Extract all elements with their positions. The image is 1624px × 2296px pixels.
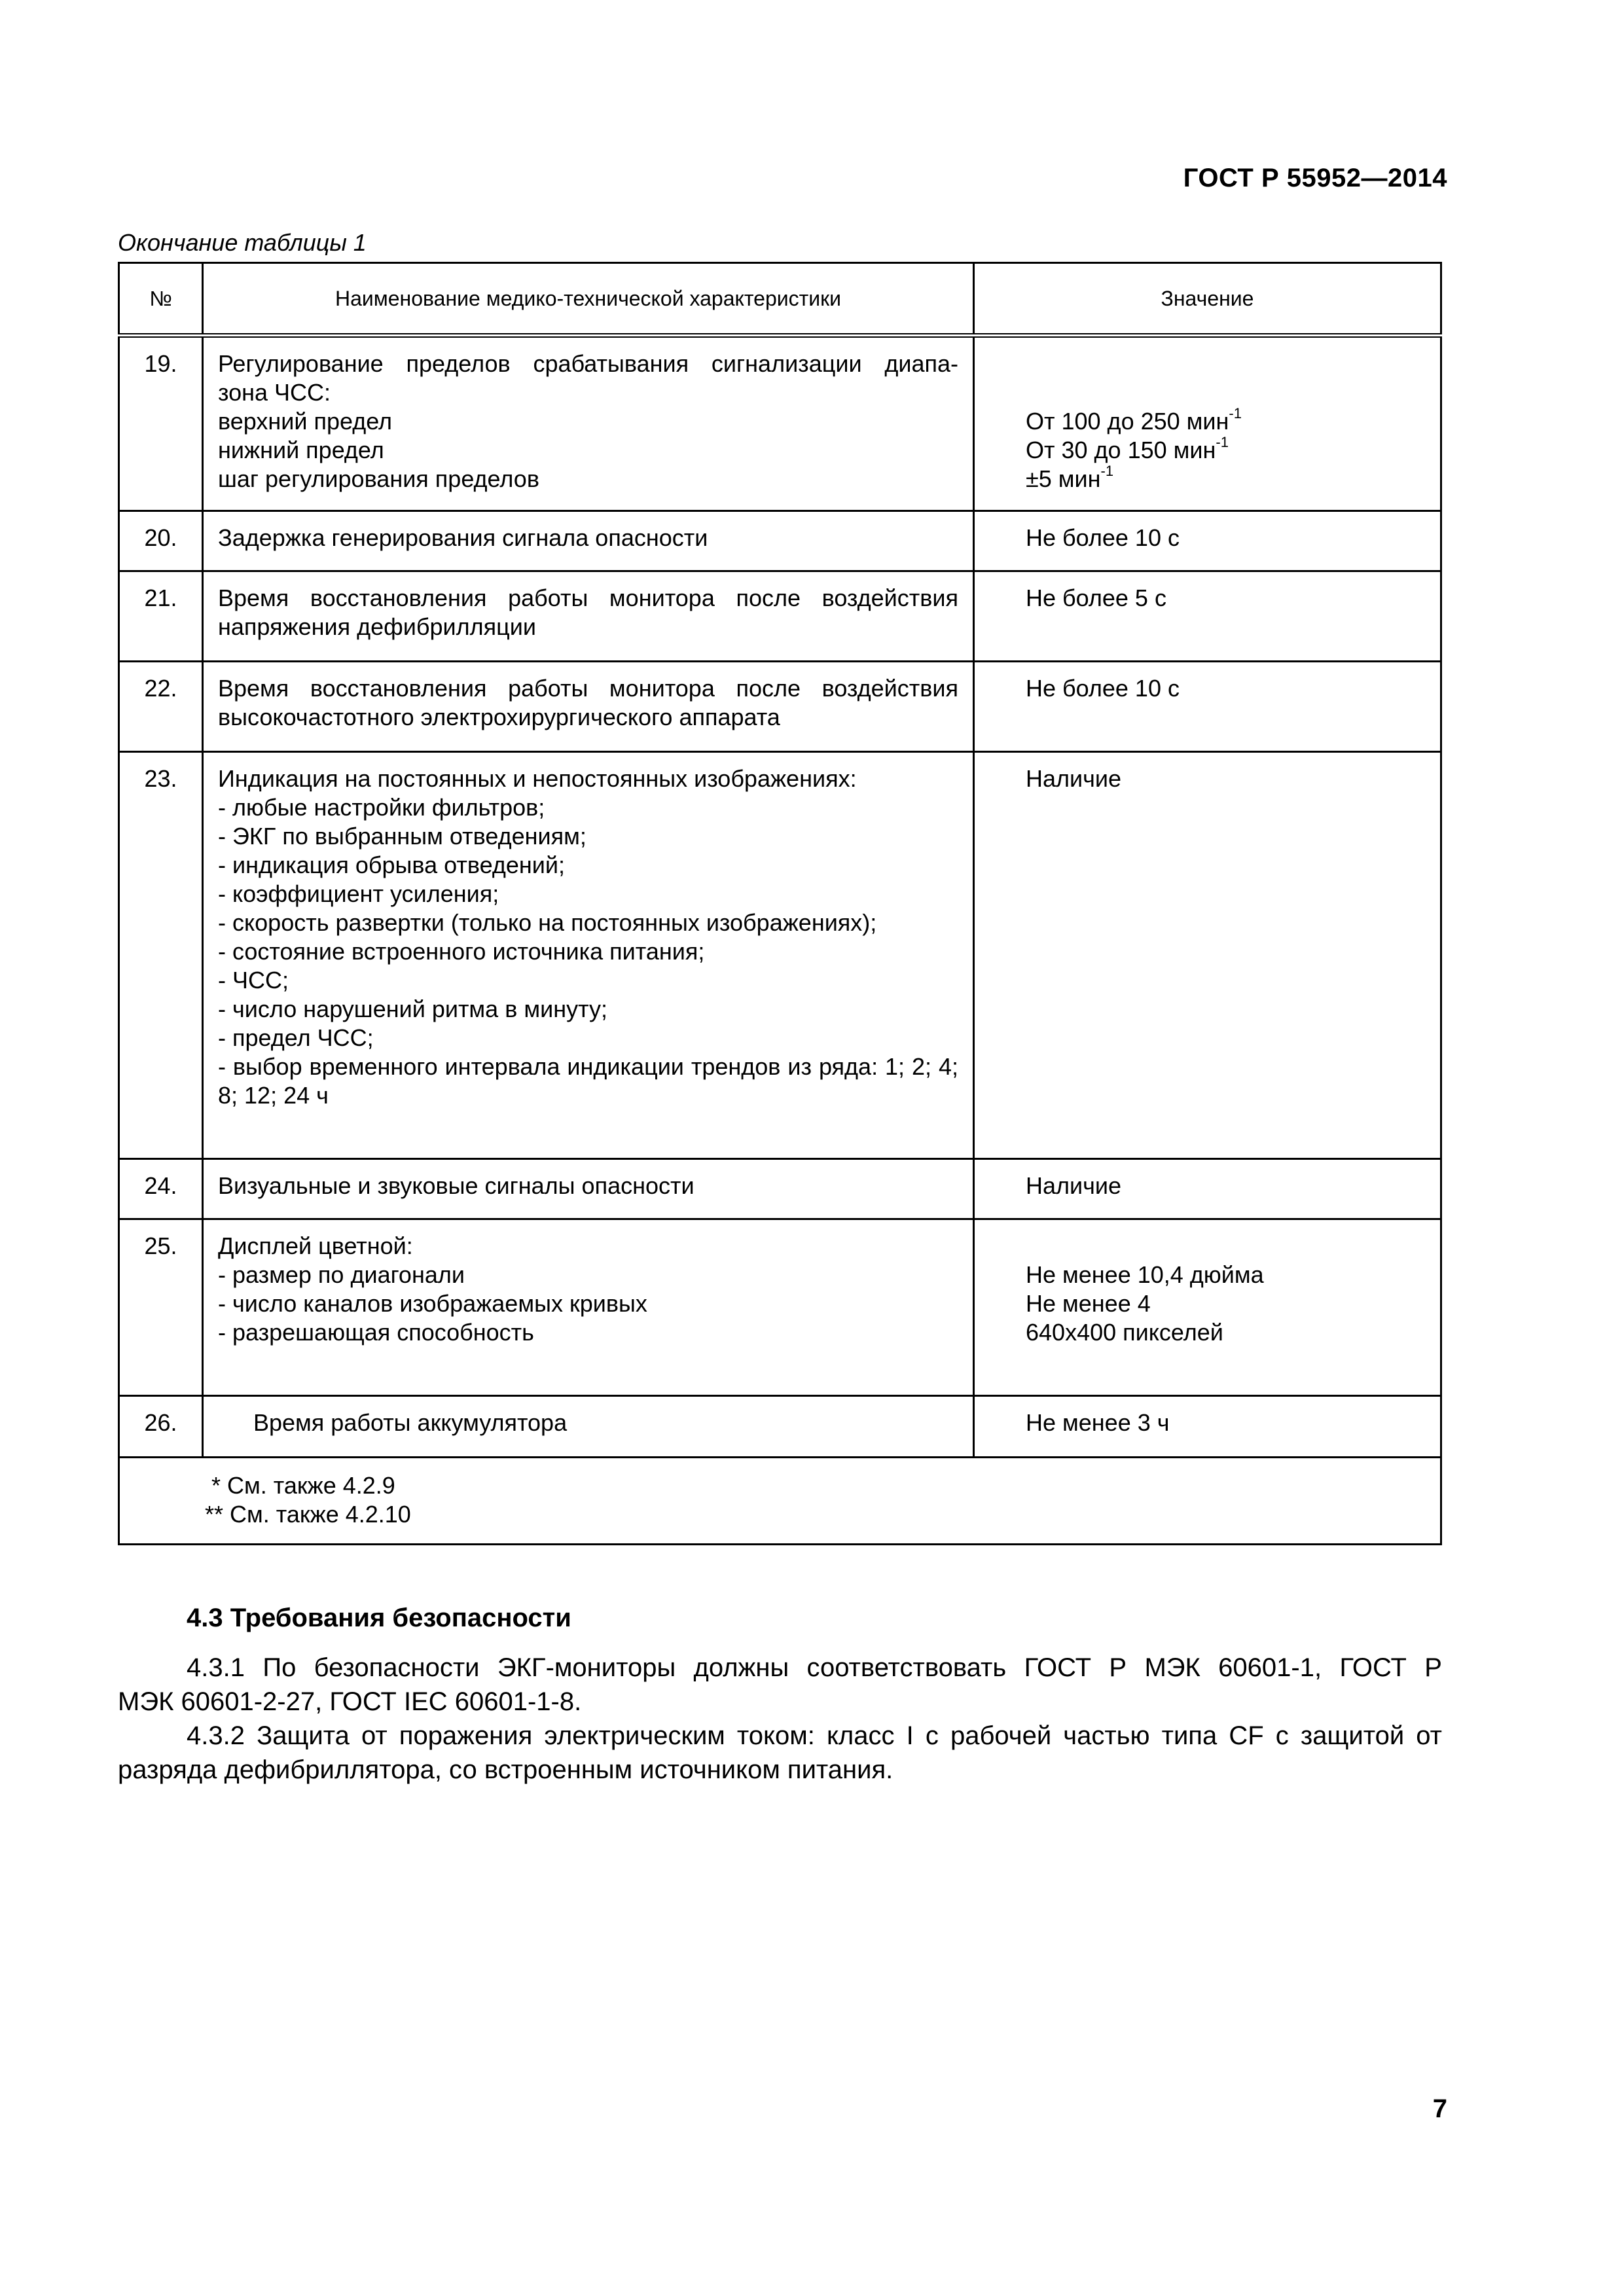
header-no: № [119, 263, 203, 336]
list-item: - ЧСС; [218, 967, 289, 994]
table-row [119, 1219, 1441, 1396]
row-value: Не более 5 с [974, 571, 1441, 662]
table-row [119, 752, 1441, 1159]
header-name: Наименование медико-технической характеристики [203, 263, 974, 336]
row-value: Не более 10 с [974, 511, 1441, 571]
row-value-line: От 100 до 250 мин$^{-1}$ [1026, 405, 1242, 435]
paragraph-4-3-1 [118, 1651, 1442, 1719]
row-name-line: зона ЧСС: [218, 379, 331, 406]
row-name: Время восстановления работы монитора после воздействия напряжения дефибрилляции [203, 571, 974, 662]
row-name [203, 336, 974, 511]
section-title: 4.3 Требования безопасности [187, 1604, 571, 1632]
page-number: 7 [1432, 2094, 1447, 2123]
row-name: Время работы аккумулятора [203, 1396, 974, 1458]
row-number: 25. [119, 1219, 203, 1396]
row-number: 22. [119, 662, 203, 752]
table-row [119, 662, 1441, 752]
table-row [119, 1396, 1441, 1458]
list-item: - ЭКГ по выбранным отведениям; [218, 823, 586, 850]
list-item: - индикация обрыва отведений; [218, 852, 565, 878]
row-number: 20. [119, 511, 203, 571]
list-item: - число каналов изображаемых кривых [218, 1290, 647, 1317]
row-value-line: Не менее 4 [1026, 1290, 1151, 1317]
row-value-line: От 30 до 150 мин$^{-1}$ [1026, 434, 1229, 463]
table-notes-row [119, 1458, 1441, 1545]
row-value-line: ±5 мин$^{-1}$ [1026, 463, 1114, 492]
header-value: Значение [974, 263, 1441, 336]
table-caption: Окончание таблицы 1 [118, 229, 367, 256]
row-value: Наличие [974, 752, 1441, 1159]
paragraph-first-line: 4.3.2 Защита от поражения электрическим током: класс I с рабочей частью типа CF с защитой от [187, 1721, 1442, 1750]
list-item: - размер по диагонали [218, 1261, 465, 1288]
row-value: Не более 10 с [974, 662, 1441, 752]
list-item: - коэффициент усиления; [218, 880, 499, 907]
row-name-line: верхний предел [218, 408, 393, 435]
row-name: Время восстановления работы монитора после воздействия высокочастотного электрохирургического аппарата [203, 662, 974, 752]
table-row [119, 571, 1441, 662]
row-name: Задержка генерирования сигнала опасности [203, 511, 974, 571]
row-value-line: Не менее 10,4 дюйма [1026, 1261, 1264, 1288]
row-name-line: шаг регулирования пределов [218, 465, 539, 492]
table-header-row [119, 263, 1441, 336]
list-item: - выбор временного интервала индикации трендов из ряда: 1; 2; 4; 8; 12; 24 ч [218, 1053, 958, 1109]
row-value: Не менее 3 ч [974, 1396, 1441, 1458]
table-row [119, 336, 1441, 511]
row-name-line: Дисплей цветной: [218, 1232, 413, 1259]
list-item: - любые настройки фильтров; [218, 794, 545, 821]
row-name [203, 1219, 974, 1396]
row-number: 19. [119, 336, 203, 511]
row-number: 24. [119, 1159, 203, 1219]
list-item: - разрешающая способность [218, 1319, 534, 1346]
row-name-line: Индикация на постоянных и непостоянных изображениях: [218, 765, 857, 792]
specification-table [118, 262, 1442, 1545]
row-name: Визуальные и звуковые сигналы опасности [203, 1159, 974, 1219]
row-number: 21. [119, 571, 203, 662]
list-item: - предел ЧСС; [218, 1024, 374, 1051]
list-item: - скорость развертки (только на постоянных изображениях); [218, 909, 877, 936]
paragraph-rest: МЭК 60601-2-27, ГОСТ IEC 60601-1-8. [118, 1687, 582, 1716]
footnote: * См. также 4.2.9 [211, 1472, 395, 1499]
list-item: - состояние встроенного источника питания; [218, 938, 705, 965]
table-notes [119, 1458, 1441, 1545]
table-row [119, 511, 1441, 571]
row-value: Наличие [974, 1159, 1441, 1219]
document-code: ГОСТ Р 55952—2014 [1183, 164, 1447, 192]
footnote: ** См. также 4.2.10 [205, 1501, 411, 1528]
row-value [974, 1219, 1441, 1396]
row-value-line: 640x400 пикселей [1026, 1319, 1223, 1346]
row-name [203, 752, 974, 1159]
paragraph-4-3-2 [118, 1719, 1442, 1787]
row-number: 23. [119, 752, 203, 1159]
row-name-line: Регулирование пределов срабатывания сигнализации диапа- [218, 350, 958, 377]
row-number: 26. [119, 1396, 203, 1458]
paragraph-first-line: 4.3.1 По безопасности ЭКГ-мониторы должны соответствовать ГОСТ Р МЭК 60601-1, ГОСТ Р [187, 1653, 1442, 1682]
row-name-line: нижний предел [218, 437, 384, 463]
table-row [119, 1159, 1441, 1219]
row-value [974, 336, 1441, 511]
paragraph-rest: разряда дефибриллятора, со встроенным источником питания. [118, 1755, 893, 1784]
list-item: - число нарушений ритма в минуту; [218, 996, 607, 1022]
